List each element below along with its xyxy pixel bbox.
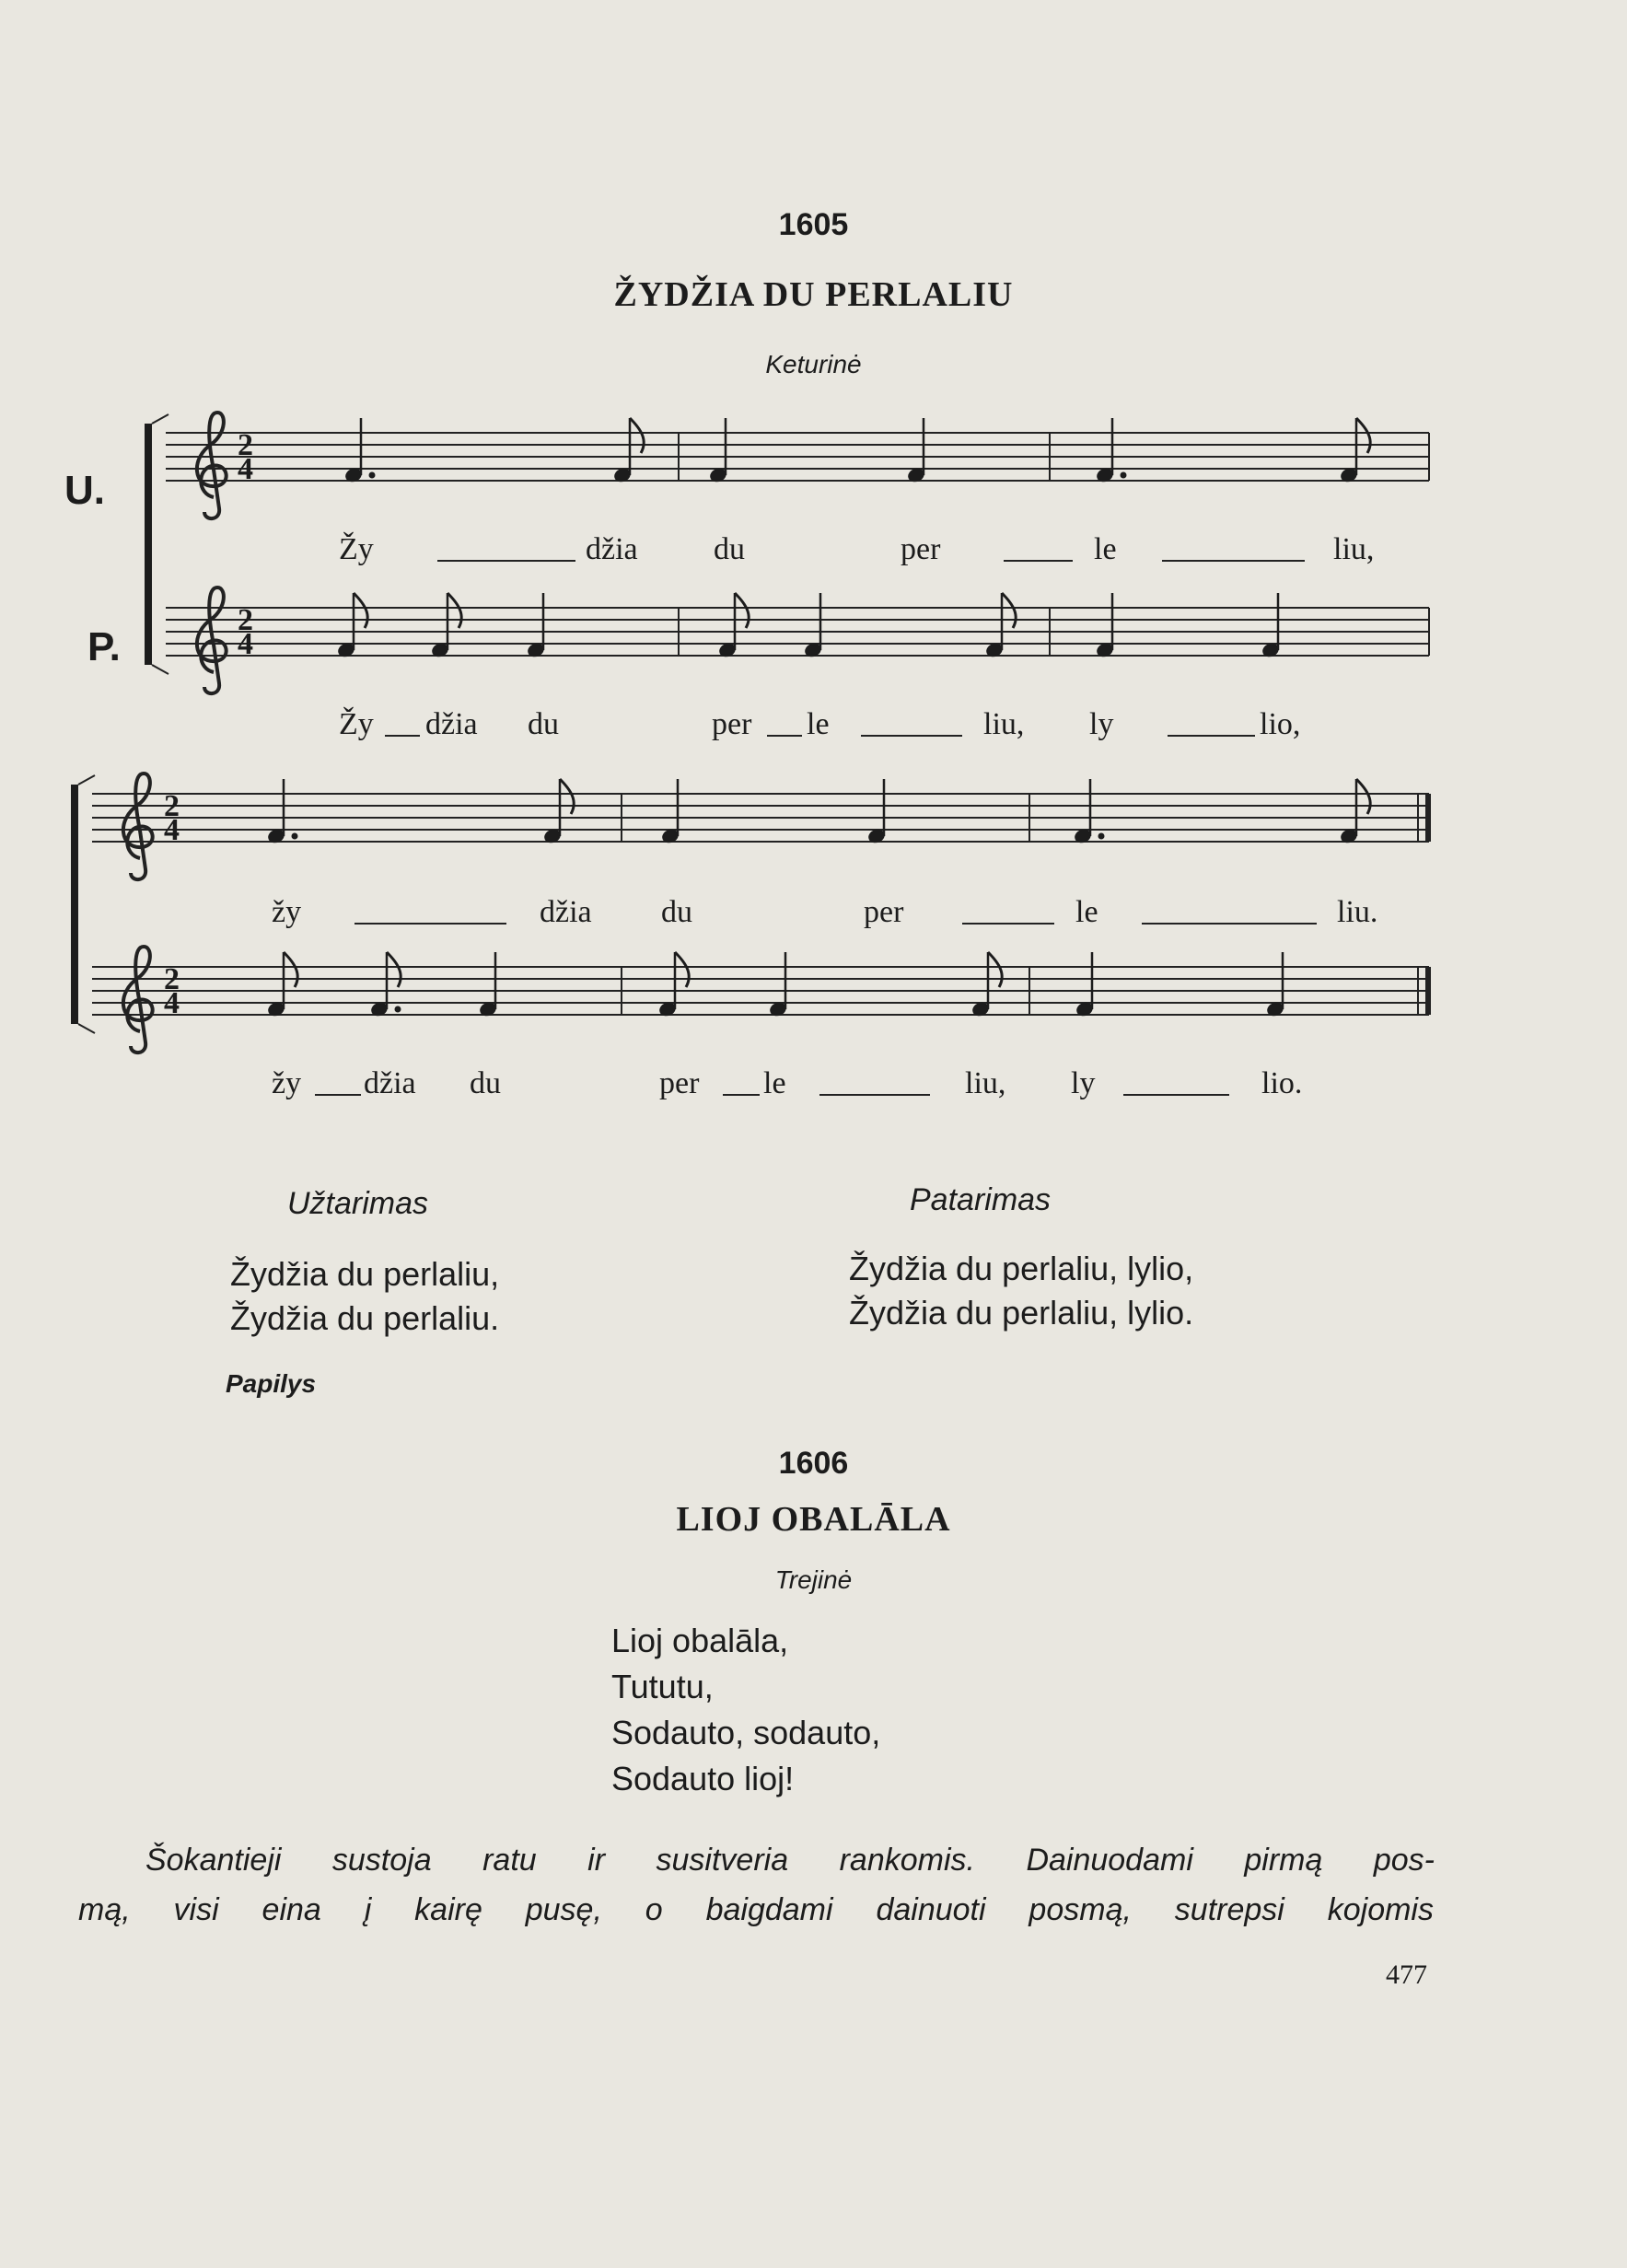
lyric-s1-lower-3: du [528, 707, 559, 741]
time-signature-bottom: 4 [238, 452, 253, 486]
lyric-s1-upper-3: du [714, 532, 745, 566]
lyric-extender [861, 735, 962, 737]
system-bracket [145, 424, 152, 665]
lyric-s2-lower-4: per [659, 1066, 700, 1100]
note-flag [387, 952, 401, 987]
lyric-s1-upper-5: le [1094, 532, 1117, 566]
song2-line-3: Sodauto, sodauto, [611, 1714, 881, 1751]
lyric-s2-lower-3: du [470, 1066, 501, 1100]
song-meter: Keturinė [765, 350, 862, 378]
lyric-s1-upper-4: per [901, 532, 941, 566]
lyric-hyphen [315, 1094, 361, 1096]
lyric-s1-upper-1: Žy [339, 532, 374, 566]
song-meter: Trejinė [774, 1565, 853, 1594]
verse-right-line-2: Žydžia du perlaliu, lylio. [849, 1294, 1194, 1332]
lyric-extender [354, 923, 506, 925]
note-dot [292, 833, 298, 840]
time-signature-bottom: 4 [164, 813, 180, 847]
final-barline-thick [1425, 967, 1431, 1015]
time-signature-top: 2 [238, 428, 253, 462]
lyric-s2-upper-5: le [1075, 895, 1098, 929]
lyric-hyphen [723, 1094, 760, 1096]
note-flag [560, 779, 574, 814]
note-flag [675, 952, 689, 987]
note-flag [735, 593, 749, 628]
note-dot [369, 472, 376, 479]
verse-heading-left: Užtarimas [287, 1186, 429, 1221]
lyric-s1-upper-6: liu, [1333, 532, 1375, 566]
song-title: ŽYDŽIA DU PERLALIU [613, 275, 1014, 314]
time-signature-top: 2 [164, 962, 180, 996]
lyric-hyphen [767, 735, 802, 737]
song-title: LIOJ OBALĀLA [676, 1500, 951, 1539]
description-line-1: Šokantieji sustoja ratu ir susitveria rankomis. Dainuodami pirmą pos- [145, 1843, 1435, 1878]
system-bracket-hook [152, 414, 169, 424]
treble-clef [197, 587, 227, 693]
note-flag [447, 593, 461, 628]
lyric-s1-upper-2: džia [586, 532, 638, 566]
lyric-extender [962, 923, 1054, 925]
treble-clef [123, 947, 153, 1053]
lyric-s2-upper-2: džia [540, 895, 592, 929]
lyric-extender [1142, 923, 1317, 925]
lyric-extender [437, 560, 575, 562]
lyric-s2-upper-3: du [661, 895, 692, 929]
note-flag [1002, 593, 1016, 628]
lyric-s2-upper-4: per [864, 895, 904, 929]
verse-left-line-1: Žydžia du perlaliu, [230, 1255, 500, 1293]
location-label: Papilys [226, 1369, 317, 1398]
lyric-s2-lower-1: žy [272, 1066, 302, 1100]
lyric-s2-lower-7: ly [1071, 1066, 1096, 1100]
time-signature-top: 2 [238, 603, 253, 637]
lyric-s2-upper-6: liu. [1337, 895, 1378, 929]
verse-heading-right: Patarimas [910, 1182, 1052, 1217]
lyric-extender [1004, 560, 1073, 562]
song-number: 1606 [778, 1446, 849, 1481]
lyric-s1-lower-4: per [712, 707, 752, 741]
treble-clef [123, 773, 153, 879]
song2-line-2: Tututu, [611, 1668, 714, 1705]
note-flag [1356, 418, 1370, 453]
note-flag [630, 418, 644, 453]
lyric-s2-lower-8: lio. [1261, 1066, 1303, 1100]
note-flag [1356, 779, 1370, 814]
lyric-s1-lower-6: liu, [983, 707, 1025, 741]
note-flag [284, 952, 297, 987]
system-bracket-hook [78, 775, 95, 785]
note-dot [1121, 472, 1127, 479]
time-signature-top: 2 [164, 789, 180, 823]
lyric-extender [1168, 735, 1255, 737]
lyric-s1-lower-5: le [807, 707, 830, 741]
voice-label-upper: U. [64, 468, 105, 513]
system-bracket [71, 785, 78, 1024]
note-flag [988, 952, 1002, 987]
voice-label-lower: P. [87, 624, 121, 669]
description-line-2: mą, visi eina į kairę pusę, o baigdami dainuoti posmą, sutrepsi kojomis [78, 1892, 1434, 1927]
lyric-extender [1162, 560, 1305, 562]
lyric-extender [819, 1094, 930, 1096]
song2-line-1: Lioj obalāla, [611, 1622, 789, 1659]
lyric-hyphen [385, 735, 420, 737]
system-bracket-hook [152, 665, 169, 674]
lyric-s1-lower-7: ly [1089, 707, 1114, 741]
final-barline-thick [1425, 794, 1431, 842]
lyric-s1-lower-8: lio, [1260, 707, 1301, 741]
time-signature-bottom: 4 [238, 627, 253, 661]
note-flag [354, 593, 367, 628]
verse-right-line-1: Žydžia du perlaliu, lylio, [849, 1250, 1194, 1287]
system-bracket-hook [78, 1024, 95, 1033]
lyric-extender [1123, 1094, 1229, 1096]
lyric-s2-upper-1: žy [272, 895, 302, 929]
lyric-s1-lower-2: džia [425, 707, 478, 741]
page-number: 477 [1386, 1960, 1427, 1990]
note-dot [1098, 833, 1105, 840]
song2-line-4: Sodauto lioj! [611, 1760, 795, 1797]
lyric-s2-lower-5: le [763, 1066, 786, 1100]
treble-clef [197, 413, 227, 518]
note-dot [395, 1006, 401, 1013]
verse-left-line-2: Žydžia du perlaliu. [230, 1299, 500, 1337]
lyric-s2-lower-2: džia [364, 1066, 416, 1100]
lyric-s1-lower-1: Žy [339, 707, 374, 741]
time-signature-bottom: 4 [164, 986, 180, 1020]
song-number: 1605 [778, 207, 849, 242]
lyric-s2-lower-6: liu, [965, 1066, 1006, 1100]
